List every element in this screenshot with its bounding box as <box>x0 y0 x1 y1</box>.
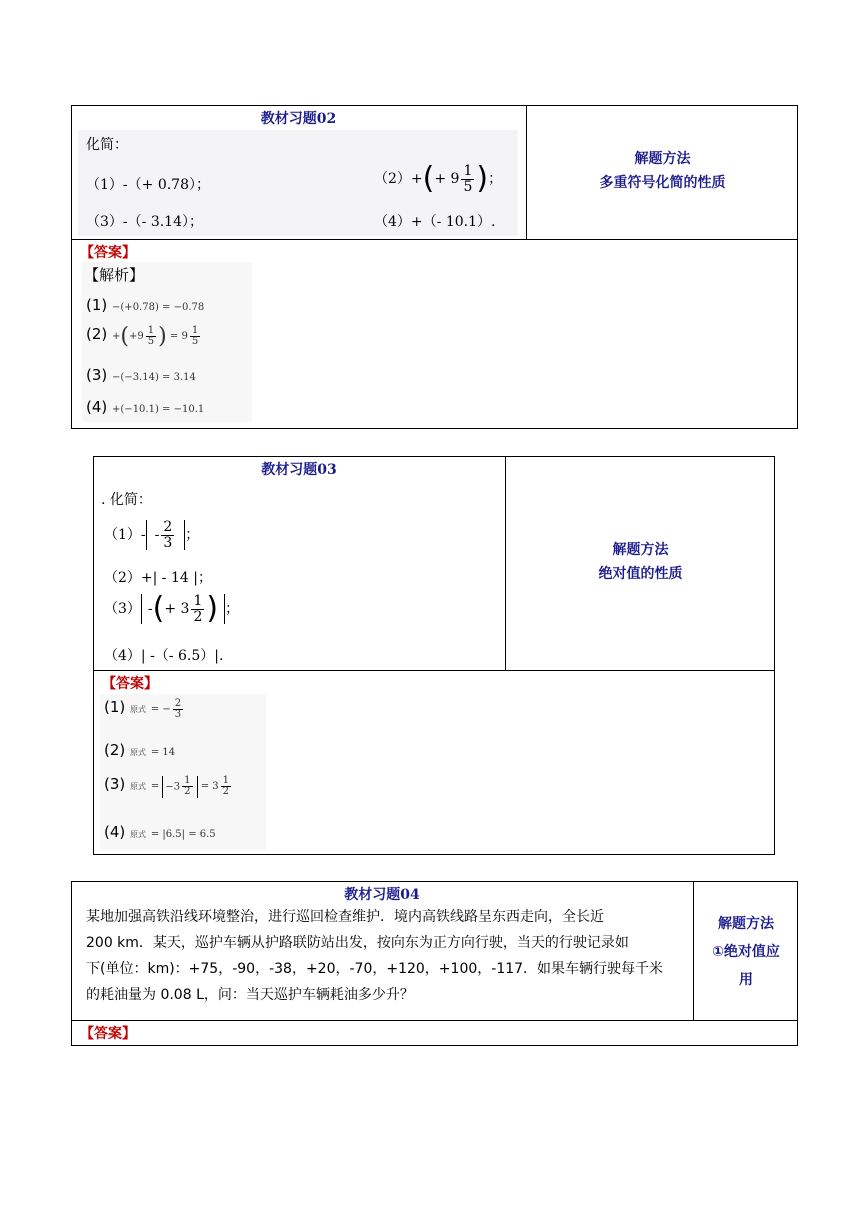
ex03-sol4-eq: = |6.5| = 6.5 <box>150 829 216 840</box>
ex04-line-3: 下(单位：km)：+75，-90，-38，+20，-70，+120，+100，-117．如果车辆行驶每千米 <box>86 961 664 977</box>
ex03-sol4-index: (4) <box>104 823 126 841</box>
ex02-sol2-den: 5 <box>147 336 155 347</box>
ex03-sol3-eq2: = 3 <box>200 781 219 792</box>
ex02-sol2-rden: 5 <box>191 336 199 347</box>
ex02-q4: （4）+（- 10.1）. <box>374 214 496 230</box>
ex03-row-divider <box>93 670 775 671</box>
ex02-sol1-index: (1) <box>86 296 108 314</box>
ex04-title: 教材习题04 <box>344 887 420 903</box>
ex03-sol3-index: (3) <box>104 775 126 793</box>
ex03-q1-prefix: （1）- <box>104 527 146 544</box>
ex02-method <box>527 147 798 195</box>
ex03-q3-prefix: （3） <box>104 601 141 618</box>
ex03-method-title: 解题方法 <box>612 542 669 558</box>
ex03-q1-suffix: ； <box>185 527 200 544</box>
ex03-q3-suffix: ； <box>225 601 240 618</box>
ex02-q2-whole: + 9 <box>434 171 460 188</box>
ex03-solution-1 <box>104 698 185 721</box>
ex02-sol3-index: (3) <box>86 366 108 384</box>
ex02-q2-numerator: 1 <box>463 163 473 179</box>
ex03-q3: （3） -(+ 3 $\frac{1}{2}$ ) ； <box>104 591 240 627</box>
ex03-sol1-eq: = − <box>150 704 171 715</box>
ex02-q2-suffix: ； <box>488 171 503 188</box>
ex02-solution-3 <box>86 366 196 384</box>
ex03-sol3-den: 2 <box>184 786 191 797</box>
ex02-sol2-rnum: 1 <box>191 324 199 336</box>
ex03-answer-label: 【答案】 <box>102 676 158 692</box>
ex04-method-title: 解题方法 <box>718 916 774 932</box>
ex02-sol2-num: 1 <box>147 324 155 336</box>
ex03-q3-denominator: 2 <box>193 608 203 625</box>
ex02-q3: （3）-（- 3.14）； <box>86 214 203 230</box>
ex03-q3-whole: + 3 <box>164 601 190 618</box>
ex02-sol3-expr: −(−3.14) = 3.14 <box>112 372 196 383</box>
ex04-line-4: 的耗油量为 0.08 L，问：当天巡护车辆耗油多少升？ <box>86 987 414 1003</box>
ex03-q2: （2）+| - 14 |； <box>104 570 212 586</box>
ex03-sol3-whole: −3 <box>165 781 181 792</box>
ex04-problem-text <box>86 904 686 1008</box>
ex03-sol3-eq: = <box>150 781 160 792</box>
ex02-solution-1 <box>86 296 204 314</box>
ex02-q2-denominator: 5 <box>463 178 473 195</box>
ex03-q1-numerator: 2 <box>163 519 173 535</box>
ex03-method-text: 绝对值的性质 <box>598 566 683 582</box>
ex02-title: 教材习题02 <box>260 111 337 127</box>
ex03-solution-4 <box>104 823 216 841</box>
ex02-solution-2: (2) +(+9 $\frac{1}{5}$ ) = 9 $\frac{1}{5}$ <box>86 324 199 349</box>
ex03-sol2-eq: = 14 <box>150 747 176 758</box>
ex02-sol2-whole: +9 <box>129 331 144 342</box>
ex04-answer-label: 【答案】 <box>80 1026 136 1042</box>
ex03-prompt: . 化简： <box>101 492 152 508</box>
ex02-q2: （2）+(+ 9 $\frac{1}{5}$ )； <box>374 161 503 197</box>
ex02-answer-label: 【答案】 <box>80 245 136 261</box>
ex03-q1-inner: - <box>154 527 160 544</box>
ex03-q3-numerator: 1 <box>193 593 203 609</box>
ex02-q1: （1）-（+ 0.78）； <box>86 177 210 193</box>
ex03-title: 教材习题03 <box>261 462 337 478</box>
ex02-analysis-label: 【解析】 <box>84 266 145 284</box>
ex04-method-line-1: ①绝对值应 <box>712 944 780 960</box>
ex02-prompt: 化简： <box>86 137 128 153</box>
ex02-sol2-eq: = 9 <box>169 331 188 342</box>
ex04-method-line-2: 用 <box>739 972 753 988</box>
ex04-line-1: 某地加强高铁沿线环境整治，进行巡回检查维护．境内高铁线路呈东西走向，全长近 <box>86 909 604 925</box>
ex03-sol1-index: (1) <box>104 698 126 716</box>
ex02-sol2-pre: + <box>112 331 121 342</box>
ex03-q3-inner: - <box>147 601 153 618</box>
ex03-sol3-rden: 2 <box>222 786 229 797</box>
ex04-line-2: 200 km．某天，巡护车辆从护路联防站出发，按向东为正方向行驶，当天的行驶记录如 <box>86 935 629 951</box>
ex03-method <box>506 538 775 586</box>
ex03-sol1-word: 原式 <box>130 705 147 714</box>
ex03-sol2-word: 原式 <box>130 748 147 757</box>
ex04-row-divider <box>71 1020 798 1021</box>
ex03-sol3-word: 原式 <box>130 782 147 791</box>
ex02-sol2-index: (2) <box>86 325 108 343</box>
ex03-solution-3 <box>104 775 233 798</box>
ex02-sol4-index: (4) <box>86 398 108 416</box>
ex02-row-divider <box>71 239 798 240</box>
ex02-method-text: 多重符号化简的性质 <box>599 175 726 191</box>
ex02-sol4-expr: +(−10.1) = −10.1 <box>112 404 205 415</box>
ex02-solution-4 <box>86 398 204 416</box>
ex03-sol4-word: 原式 <box>130 830 147 839</box>
ex03-solution-2 <box>104 741 175 759</box>
ex03-sol1-den: 3 <box>174 709 182 720</box>
ex02-sol1-expr: −(+0.78) = −0.78 <box>112 302 205 313</box>
ex03-sol1-num: 2 <box>174 697 182 709</box>
ex03-sol3-rnum: 1 <box>222 774 229 786</box>
ex04-method <box>694 910 798 994</box>
ex03-sol3-num: 1 <box>184 774 191 786</box>
ex02-q2-prefix: （2）+ <box>374 171 423 188</box>
ex03-q1-denominator: 3 <box>163 534 173 551</box>
ex03-q1 <box>104 520 199 550</box>
ex03-q4: （4）| -（- 6.5）|. <box>104 648 224 664</box>
ex02-method-title: 解题方法 <box>634 151 691 167</box>
ex03-sol2-index: (2) <box>104 741 126 759</box>
